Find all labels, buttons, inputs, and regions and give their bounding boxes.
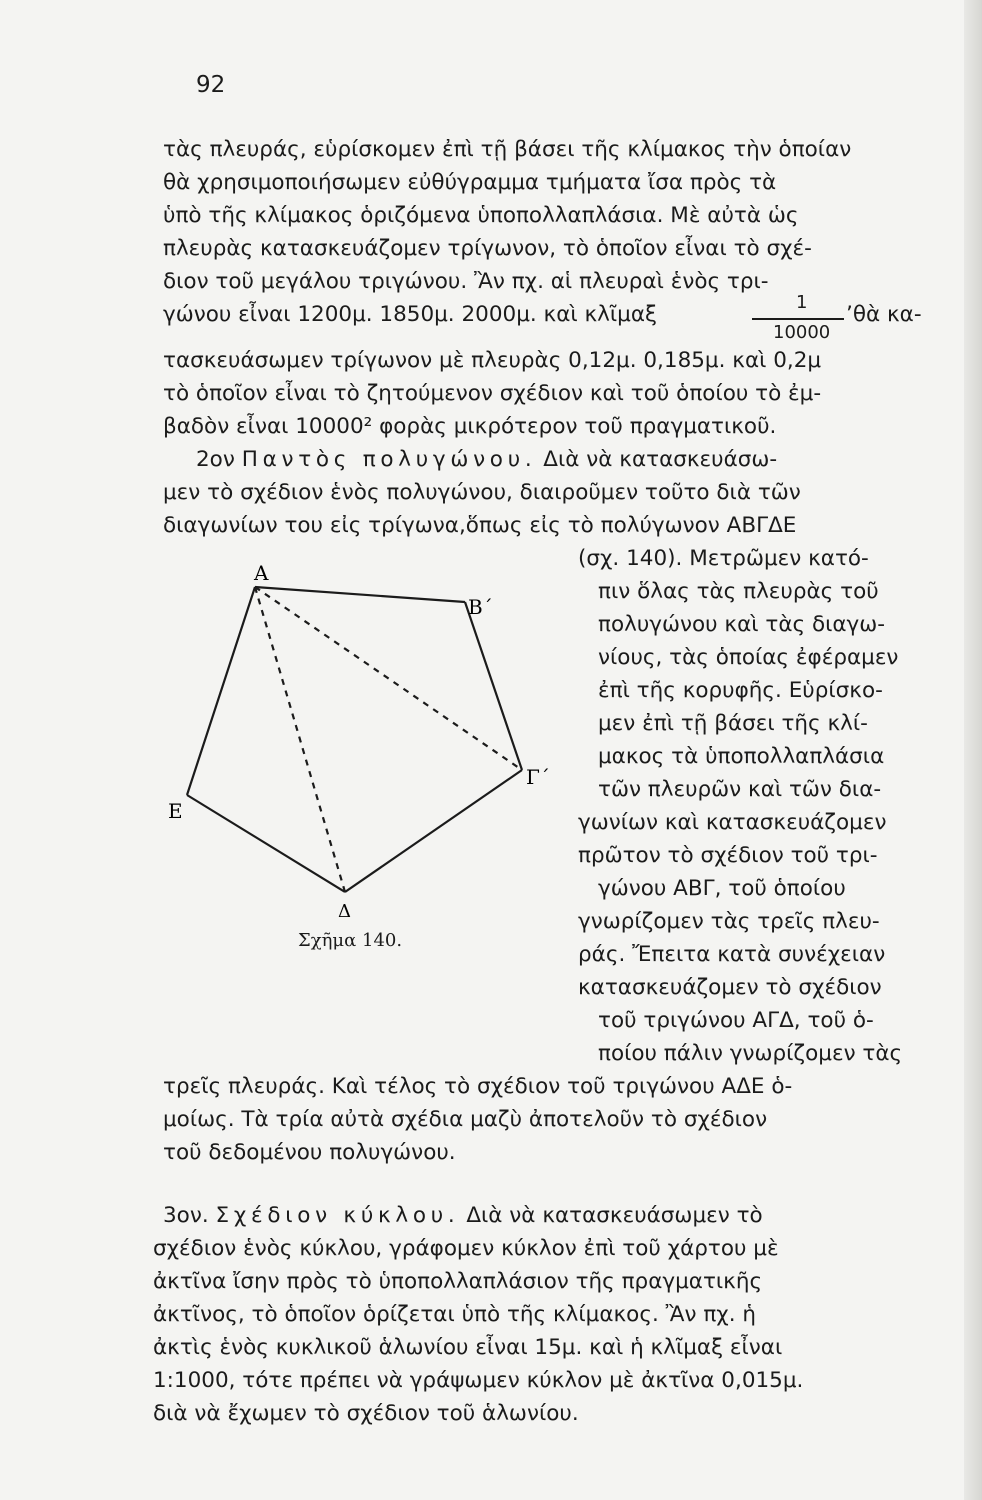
fraction-numerator: 1 [796,292,808,313]
section-3-heading [163,1201,763,1231]
text-line: διον τοῦ μεγάλου τριγώνου. Ἂν πχ. αἱ πλευραὶ ἑνὸς τρι- [163,269,769,294]
text-line: μεν τὸ σχέδιον ἑνὸς πολυγώνου, διαιροῦμεν τοῦτο διὰ τῶν [163,480,801,505]
section-3-title: Σχέδιον κύκλου. [215,1203,460,1228]
column-line: ἐπὶ τῆς κορυφῆς. Εὑρίσκο- [598,678,883,703]
column-line: μεν ἐπὶ τῇ βάσει τῆς κλί- [598,711,868,736]
vertex-label-e: Ε [168,799,183,823]
vertex-label-b: Β΄ [468,595,493,619]
text-line: τὰς πλευράς, εὑρίσκομεν ἐπὶ τῇ βάσει τῆς κλίμακος τὴν ὁποίαν [163,137,852,162]
side-bg [465,602,522,770]
vertex-label-g: Γ΄ [526,765,550,789]
page-binding-edge [964,0,982,1500]
polygon-outline [187,587,522,892]
vertex-label-a: Α [254,561,269,585]
column-line: (σχ. 140). Μετρῶμεν κατό- [578,546,869,571]
text-line: διὰ νὰ ἔχωμεν τὸ σχέδιον τοῦ ἁλωνίου. [153,1401,579,1426]
section-3-intro: Διὰ νὰ κατασκευάσωμεν τὸ [466,1203,763,1228]
text-line: ἀκτῖνος, τὸ ὁποῖον ὁρίζεται ὑπὸ τῆς κλίμακος. Ἂν πχ. ἡ [153,1302,756,1327]
column-line: νίους, τὰς ὁποίας ἐφέραμεν [598,645,899,670]
column-line: ποίου πάλιν γνωρίζομεν τὰς [598,1041,903,1066]
text-line: ὑπὸ τῆς κλίμακος ὁριζόμενα ὑποπολλαπλάσια. Μὲ αὐτὰ ὡς [163,203,799,228]
column-line: κατασκευάζομεν τὸ σχέδιον [578,975,882,1000]
column-line: τοῦ τριγώνου ΑΓΔ, τοῦ ὁ- [598,1008,874,1033]
text-line: τρεῖς πλευράς. Καὶ τέλος τὸ σχέδιον τοῦ τριγώνου ΑΔΕ ὁ- [163,1074,793,1099]
polygon-figure [150,540,570,930]
text-line: θὰ χρησιμοποιήσωμεν εὐθύγραμμα τμήματα ἴσα πρὸς τὰ [163,170,777,195]
column-line: πιν ὅλας τὰς πλευρὰς τοῦ [598,579,879,604]
text-line: τοῦ δεδομένου πολυγώνου. [163,1140,456,1165]
side-ea [187,587,255,795]
text-line: βαδὸν εἶναι 10000² φορὰς μικρότερον τοῦ πραγματικοῦ. [163,414,777,439]
text-line: τὸ ὁποῖον εἶναι τὸ ζητούμενον σχέδιον καὶ τοῦ ὁποίου τὸ ἐμ- [163,381,822,406]
column-line: τῶν πλευρῶν καὶ τῶν δια- [598,777,882,802]
section-2-title: Παντὸς πολυγώνου. [241,447,537,472]
text-line: σχέδιον ἑνὸς κύκλου, γράφομεν κύκλον ἐπὶ τοῦ χάρτου μὲ [153,1236,779,1261]
section-2-heading [196,445,777,475]
fraction-continuation: ’θὰ κα- [846,302,922,327]
vertex-label-d: Δ [338,901,351,922]
section-3-label: 3ον. [163,1203,209,1228]
figure-caption: Σχῆμα 140. [298,930,403,951]
diagonals [255,587,522,892]
fraction-bar [752,318,844,320]
column-line: πολυγώνου καὶ τὰς διαγω- [598,612,886,637]
section-2-label: 2ον [196,447,235,472]
column-line: ράς. Ἔπειτα κατὰ συνέχειαν [578,942,886,967]
column-line: πρῶτον τὸ σχέδιον τοῦ τρι- [578,843,878,868]
column-line: γνωρίζομεν τὰς τρεῖς πλευ- [578,909,880,934]
text-line: ἀκτῖνα ἴσην πρὸς τὸ ὑποπολλαπλάσιον τῆς πραγματικῆς [153,1269,763,1294]
text-line: διαγωνίων του εἰς τρίγωνα,ὅπως εἰς τὸ πολύγωνον ΑΒΓΔΕ [163,513,797,538]
text-line: γώνου εἶναι 1200μ. 1850μ. 2000μ. καὶ κλῖμαξ [163,302,658,327]
side-ab [255,587,465,602]
column-line: μακος τὰ ὑποπολλαπλάσια [598,744,885,769]
section-2-intro: Διὰ νὰ κατασκευάσω- [543,447,778,472]
text-line: τασκευάσωμεν τρίγωνον μὲ πλευρὰς 0,12μ. 0,185μ. καὶ 0,2μ [163,348,822,373]
text-line: πλευρὰς κατασκευάζομεν τρίγωνον, τὸ ὁποῖον εἶναι τὸ σχέ- [163,236,812,261]
page-number: 92 [196,72,226,98]
side-gd [345,770,522,892]
fraction-denominator: 10000 [773,322,831,343]
text-line: μοίως. Τὰ τρία αὐτὰ σχέδια μαζὺ ἀποτελοῦν τὸ σχέδιον [163,1107,768,1132]
column-line: γώνου ΑΒΓ, τοῦ ὁποίου [598,876,846,901]
text-line: ἀκτὶς ἑνὸς κυκλικοῦ ἁλωνίου εἶναι 15μ. καὶ ἡ κλῖμαξ εἶναι [153,1335,783,1360]
column-line: γωνίων καὶ κατασκευάζομεν [578,810,887,835]
text-line: 1:1000, τότε πρέπει νὰ γράψωμεν κύκλον μὲ ἀκτῖνα 0,015μ. [153,1368,804,1393]
